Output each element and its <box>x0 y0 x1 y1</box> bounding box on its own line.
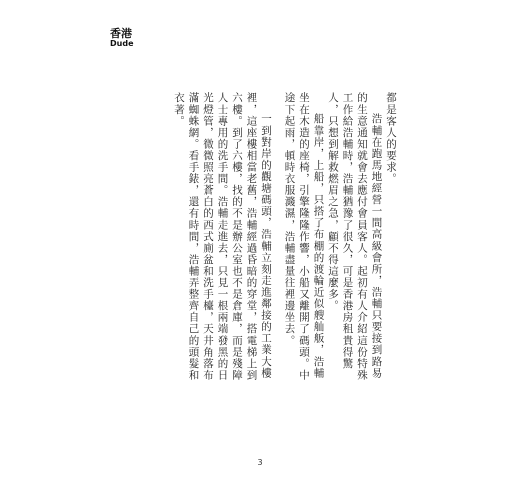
running-header <box>110 28 134 48</box>
paragraph-3: 船靠岸，上船，只搭了布棚的渡輪近似艘舢舨，浩輔坐在木造的座椅，引擎隆隆作響，小船又離開了碼頭。中途下起雨，頓時衣服濺濕，浩輔盡量往裡邊坐去。 <box>283 92 325 381</box>
paragraph-1: 都是客人的要求。 <box>385 92 397 185</box>
page-number: 3 <box>257 458 263 467</box>
paragraph-2: 浩輔在跑馬地經營一間高級會所，浩輔只要接到路易的生意通知就會去應付會員客人。起初有人介紹這份特殊工作給浩輔時，浩輔猶豫了很久，可是香港房租貴得驚人，只想到解救燃眉之急，顧不得這麼多。 <box>327 92 383 381</box>
header-subtitle: Dude <box>110 39 134 48</box>
paragraph-4: 一到對岸的觀塘碼頭，浩輔立刻走進鄰接的工業大樓裡，這座樓相當老舊，浩輔經過昏暗的穿堂，搭電梯上到六樓。到了六樓，找的不是辦公室也不是倉庫，而是殘障人士專用的洗手間。浩輔走進去，只見一根兩端發黑的日光燈管，微微照亮蒼白的西式廁盆和洗手檯，天井角落布滿蜘蛛網。看手錶，還有時間，浩輔弄整齊自己的頭髮和衣著。 <box>173 92 272 381</box>
vertical-body-text <box>163 92 399 384</box>
header-title: 香港 <box>110 27 132 40</box>
